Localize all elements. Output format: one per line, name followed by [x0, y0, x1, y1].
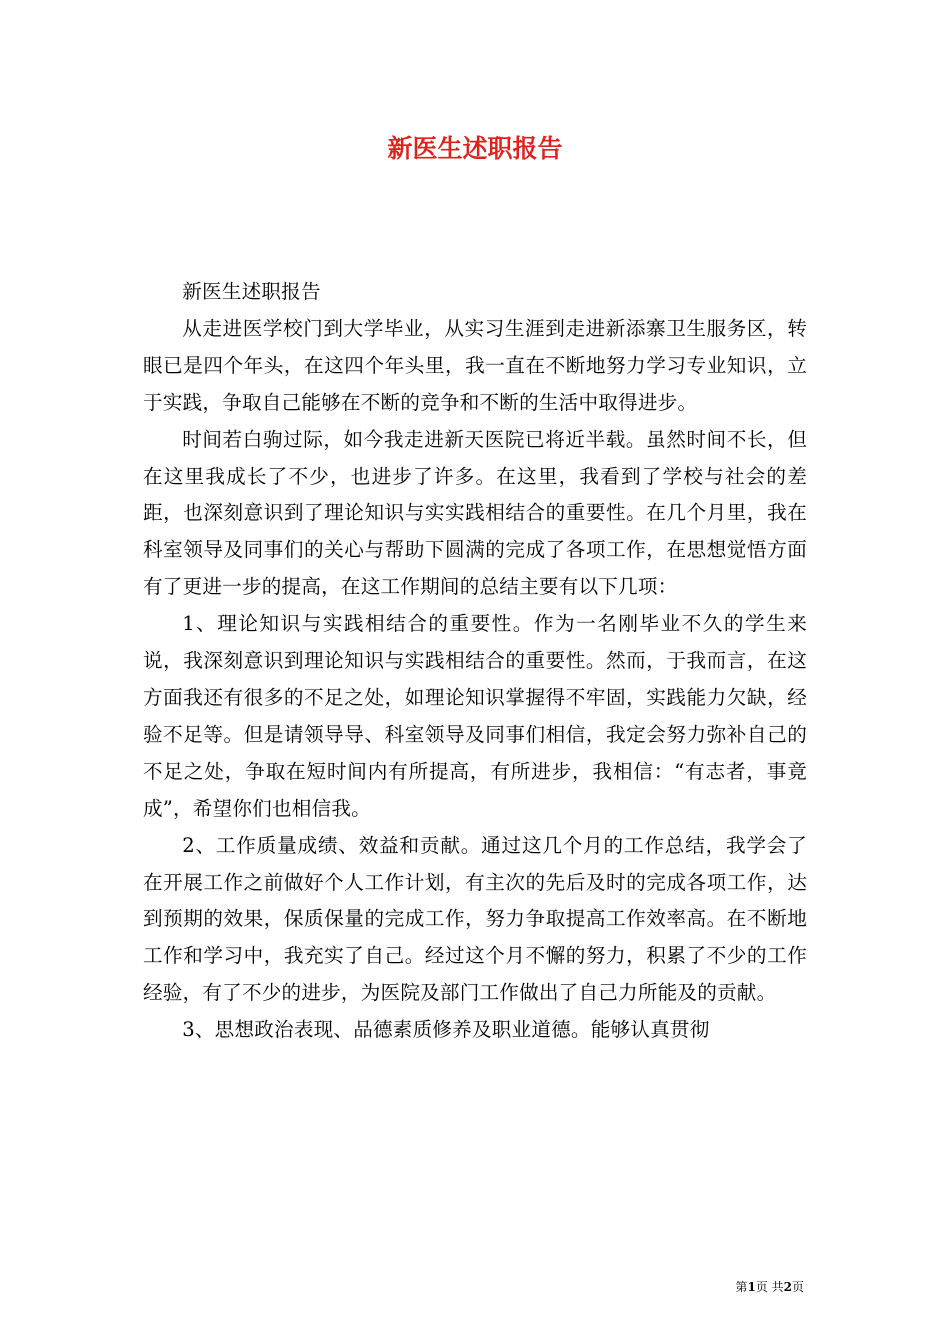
paragraph-heading: 新医生述职报告	[182, 280, 321, 303]
footer-total-pages: 2	[783, 1280, 792, 1294]
footer-suffix: 页	[791, 1280, 804, 1294]
page-number-footer	[735, 1279, 804, 1295]
footer-prefix: 第	[735, 1280, 748, 1294]
paragraph-overview: 时间若白驹过际，如今我走进新天医院已将近半载。虽然时间不长，但在这里我成长了不少，也进步了许多。在这里，我看到了学校与社会的差距，也深刻意识到了理论知识与实实践相结合的重要性。在几个月里，我在科室领导及同事们的关心与帮助下圆满的完成了各项工作，在思想觉悟方面有了更进一步的提高，在这工作期间的总结主要有以下几项：	[143, 427, 807, 599]
paragraph-item-3: 3、思想政治表现、品德素质修养及职业道德。能够认真贯彻	[182, 1018, 710, 1042]
footer-current-page: 1	[747, 1280, 756, 1294]
paragraph-intro: 从走进医学校门到大学毕业，从实习生涯到走进新添寨卫生服务区，转眼已是四个年头，在这四个年头里，我一直在不断地努力学习专业知识，立于实践，争取自己能够在不断的竞争和不断的生活中取得进步。	[143, 316, 807, 414]
document-title: 新医生述职报告	[387, 134, 563, 163]
paragraph-item-1: 1、理论知识与实践相结合的重要性。作为一名刚毕业不久的学生来说，我深刻意识到理论知识与实践相结合的重要性。然而，于我而言，在这方面我还有很多的不足之处，如理论知识掌握得不牢固，实践能力欠缺，经验不足等。但是请领导导、科室领导及同事们相信，我定会努力弥补自己的不足之处，争取在短时间内有所提高，有所进步，我相信：“有志者，事竟成”，希望你们也相信我。	[143, 612, 807, 820]
document-body	[143, 274, 807, 1049]
paragraph-item-2: 2、工作质量成绩、效益和贡献。通过这几个月的工作总结，我学会了在开展工作之前做好个人工作计划，有主次的先后及时的完成各项工作，达到预期的效果，保质保量的完成工作，努力争取提高工作效率高。在不断地工作和学习中，我充实了自己。经过这个月不懈的努力，积累了不少的工作经验，有了不少的进步，为医院及部门工作做出了自己力所能及的贡献。	[143, 833, 807, 1005]
footer-middle: 页 共	[755, 1280, 784, 1294]
